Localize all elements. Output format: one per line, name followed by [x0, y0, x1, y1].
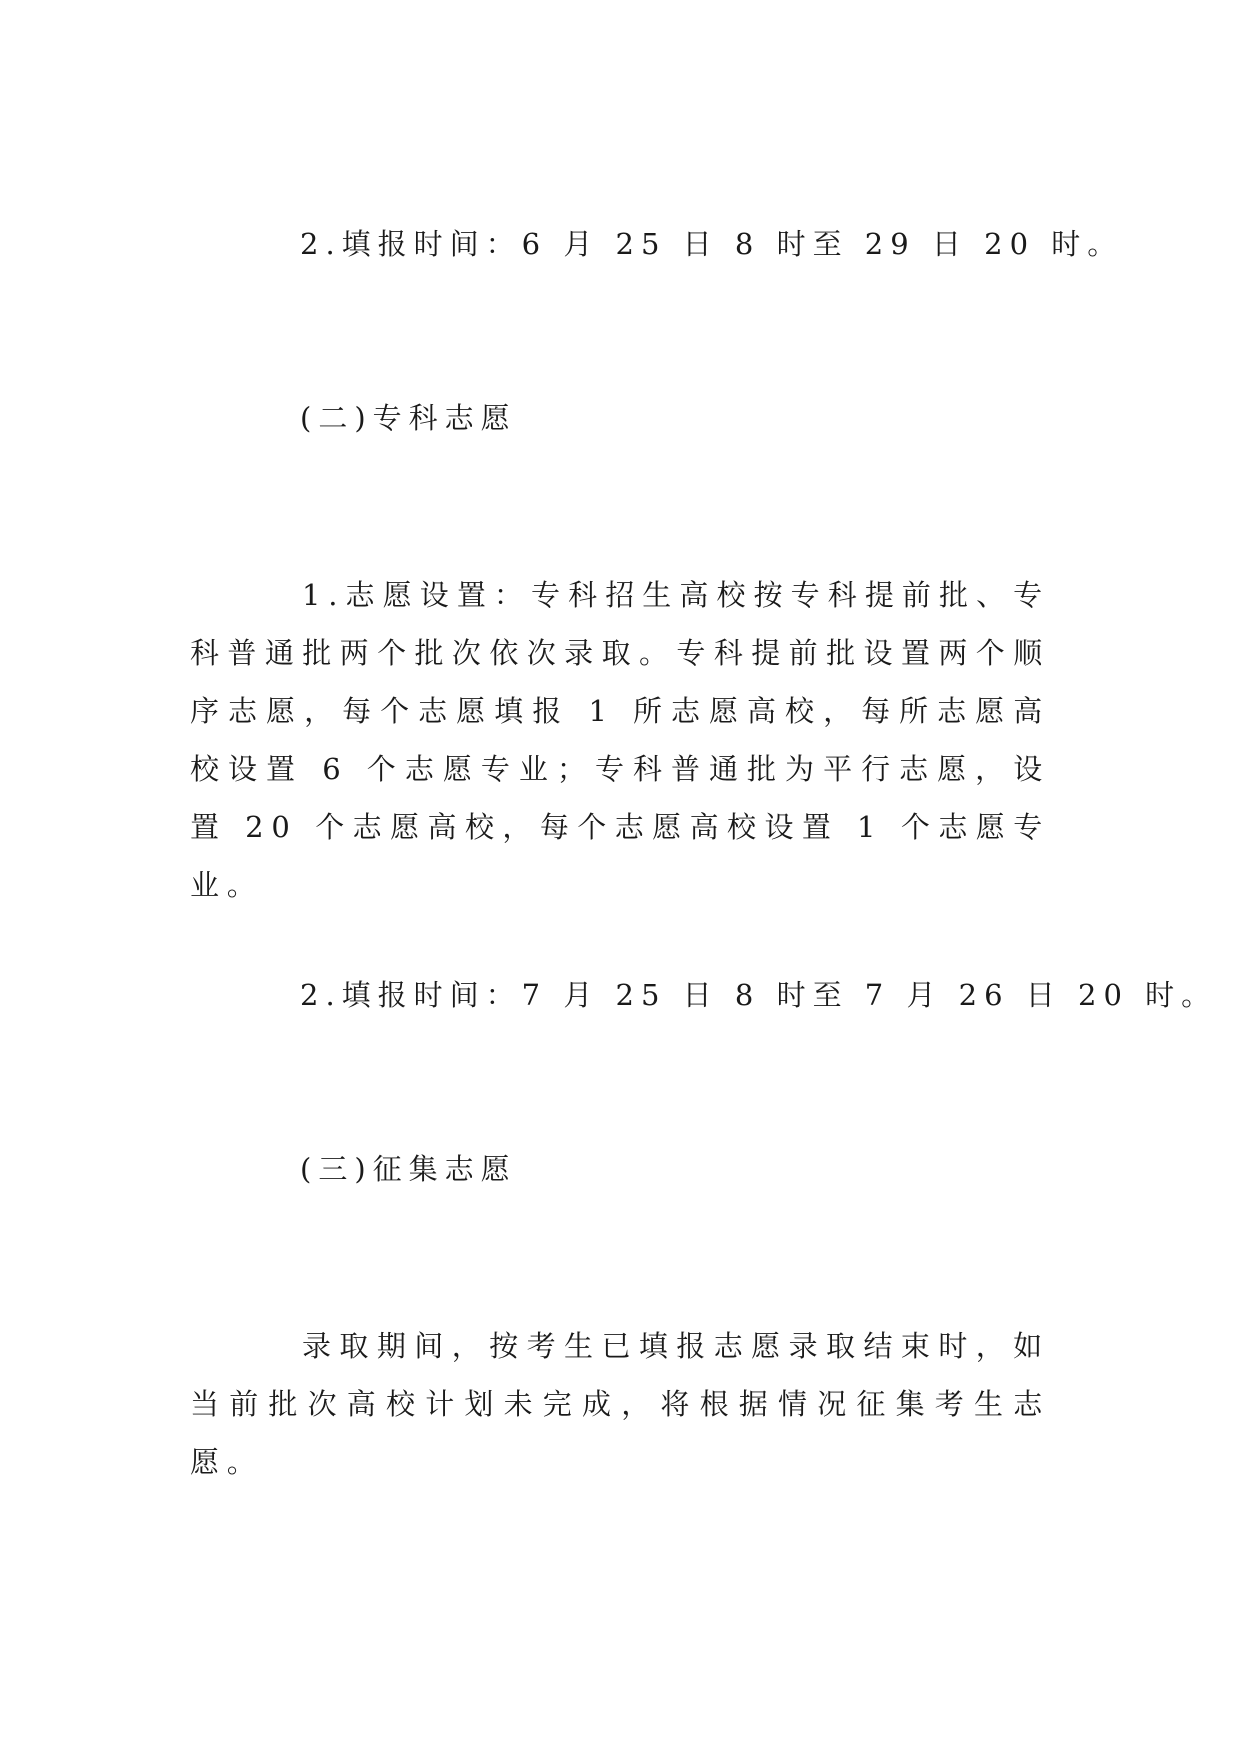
vocational-deadline-line: 2.填报时间：7 月 25 日 8 时至 7 月 26 日 20 时。	[300, 978, 1218, 1012]
section-heading-supplementary: (三)征集志愿	[300, 1152, 517, 1186]
supplementary-paragraph: 录取期间，按考生已填报志愿录取结束时，如当前批次高校计划未完成，将根据情况征集考生志愿。	[190, 1329, 1050, 1479]
vocational-setup-paragraph: 1.志愿设置：专科招生高校按专科提前批、专科普通批两个批次依次录取。专科提前批设置两个顺序志愿，每个志愿填报 1 所志愿高校，每所志愿高校设置 6 个志愿专业；专科普通批为平行志愿，设置 20 个志愿高校，每个志愿高校设置 1 个志愿专业。	[190, 578, 1050, 902]
undergrad-deadline-line: 2.填报时间：6 月 25 日 8 时至 29 日 20 时。	[300, 227, 1124, 261]
section-heading-vocational: (二)专科志愿	[300, 401, 517, 435]
